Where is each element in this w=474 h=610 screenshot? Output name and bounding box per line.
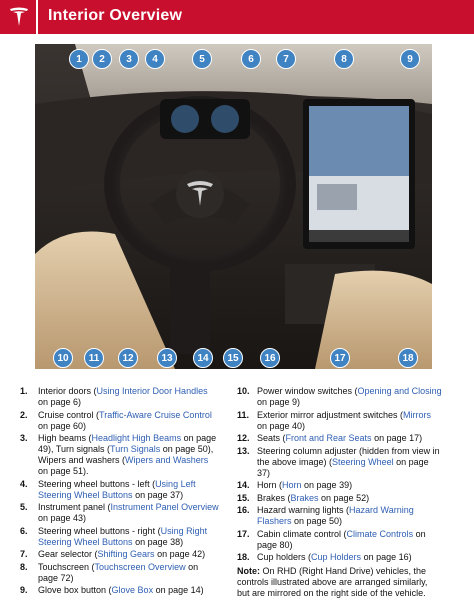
callout-18: 18 xyxy=(398,348,418,368)
legend-item: 17. Cabin climate control (Climate Controls on page 80) xyxy=(237,528,426,550)
legend-item: 6. Steering wheel buttons - right (Using Right Steering Wheel Buttons on page 38) xyxy=(20,525,208,547)
legend-right xyxy=(237,386,442,601)
callout-16: 16 xyxy=(260,348,280,368)
legend-link[interactable]: Glove Box xyxy=(111,585,154,595)
callout-4: 4 xyxy=(145,49,165,69)
legend-link[interactable]: Brakes xyxy=(290,492,319,503)
legend-link[interactable]: Hazard Warning Flashers xyxy=(257,505,414,526)
legend-link[interactable]: Using Right Steering Wheel Buttons xyxy=(38,525,208,547)
page-title: Interior Overview xyxy=(48,7,183,24)
legend-link[interactable]: Shifting Gears xyxy=(97,549,155,559)
legend-left xyxy=(20,386,220,598)
callout-3: 3 xyxy=(119,49,139,69)
legend-item: 11. Exterior mirror adjustment switches (Mirrors on page 40) xyxy=(237,409,432,431)
legend-link[interactable]: Climate Controls xyxy=(346,528,414,539)
legend-item: 4. Steering wheel buttons - left (Using Left Steering Wheel Buttons on page 37) xyxy=(20,478,196,500)
legend-item: 10. Power window switches (Opening and Closing on page 9) xyxy=(237,386,442,407)
legend-item: 2. Cruise control (Traffic-Aware Cruise Control on page 60) xyxy=(20,409,212,431)
tesla-logo xyxy=(0,0,38,34)
legend-item: 18. Cup holders (Cup Holders on page 16) xyxy=(237,552,412,562)
legend-item: 7. Gear selector (Shifting Gears on page 42) xyxy=(20,549,206,559)
callout-9: 9 xyxy=(400,49,420,69)
callout-6: 6 xyxy=(241,49,261,69)
legend-link[interactable]: Traffic-Aware Cruise Control xyxy=(99,409,212,420)
legend-link[interactable]: Opening and Closing xyxy=(357,386,442,396)
legend-item: 9. Glove box button (Glove Box on page 14) xyxy=(20,585,204,595)
legend-link[interactable]: Steering Wheel xyxy=(332,456,394,467)
legend-item: 12. Seats (Front and Rear Seats on page 17) xyxy=(237,433,423,443)
legend-link[interactable]: Using Interior Door Handles xyxy=(96,386,208,396)
legend-item: 15. Brakes (Brakes on page 52) xyxy=(237,492,370,503)
legend-item: 5. Instrument panel (Instrument Panel Overview on page 43) xyxy=(20,502,219,523)
legend-link[interactable]: Front and Rear Seats xyxy=(285,433,372,443)
legend-item: 16. Hazard warning lights (Hazard Warning Flashers on page 50) xyxy=(237,505,414,526)
legend-link[interactable]: Using Left Steering Wheel Buttons xyxy=(38,478,196,500)
callout-1: 1 xyxy=(69,49,89,69)
interior-photo xyxy=(35,44,432,369)
callout-14: 14 xyxy=(193,348,213,368)
legend-item: 3. High beams (Headlight High Beams on page 49), Turn signals (Turn Signals on page 50), Wipers and washers (Wipers and Washers on page 51). xyxy=(20,433,217,476)
legend-link[interactable]: Horn xyxy=(282,480,302,490)
callout-12: 12 xyxy=(118,348,138,368)
callout-13: 13 xyxy=(157,348,177,368)
legend-link[interactable]: Turn Signals xyxy=(110,444,161,454)
callout-5: 5 xyxy=(192,49,212,69)
legend-link[interactable]: Cup Holders xyxy=(311,552,362,562)
callout-10: 10 xyxy=(53,348,73,368)
callout-11: 11 xyxy=(84,348,104,368)
legend-item: 1. Interior doors (Using Interior Door Handles on page 6) xyxy=(20,386,208,407)
tesla-logo-icon xyxy=(8,6,30,28)
legend-item: 13. Steering column adjuster (hidden from view in the above image) (Steering Wheel on page 37) xyxy=(237,445,440,478)
callout-2: 2 xyxy=(92,49,112,69)
callout-17: 17 xyxy=(330,348,350,368)
legend-item: 8. Touchscreen (Touchscreen Overview on page 72) xyxy=(20,561,199,583)
callout-8: 8 xyxy=(334,49,354,69)
legend-item: 14. Horn (Horn on page 39) xyxy=(237,480,353,490)
callout-7: 7 xyxy=(276,49,296,69)
page-header xyxy=(0,0,474,34)
legend-link[interactable]: Wipers and Washers xyxy=(125,455,209,465)
legend-link[interactable]: Instrument Panel Overview xyxy=(110,502,219,512)
rhd-note: Note: On RHD (Right Hand Drive) vehicles, the controls illustrated above are arranged similarly, but are mirrored on the right side of the vehicle. xyxy=(237,566,428,598)
legend-link[interactable]: Mirrors xyxy=(403,409,432,420)
legend-link[interactable]: Touchscreen Overview xyxy=(94,561,186,572)
callout-15: 15 xyxy=(223,348,243,368)
legend-link[interactable]: Headlight High Beams xyxy=(91,433,182,443)
